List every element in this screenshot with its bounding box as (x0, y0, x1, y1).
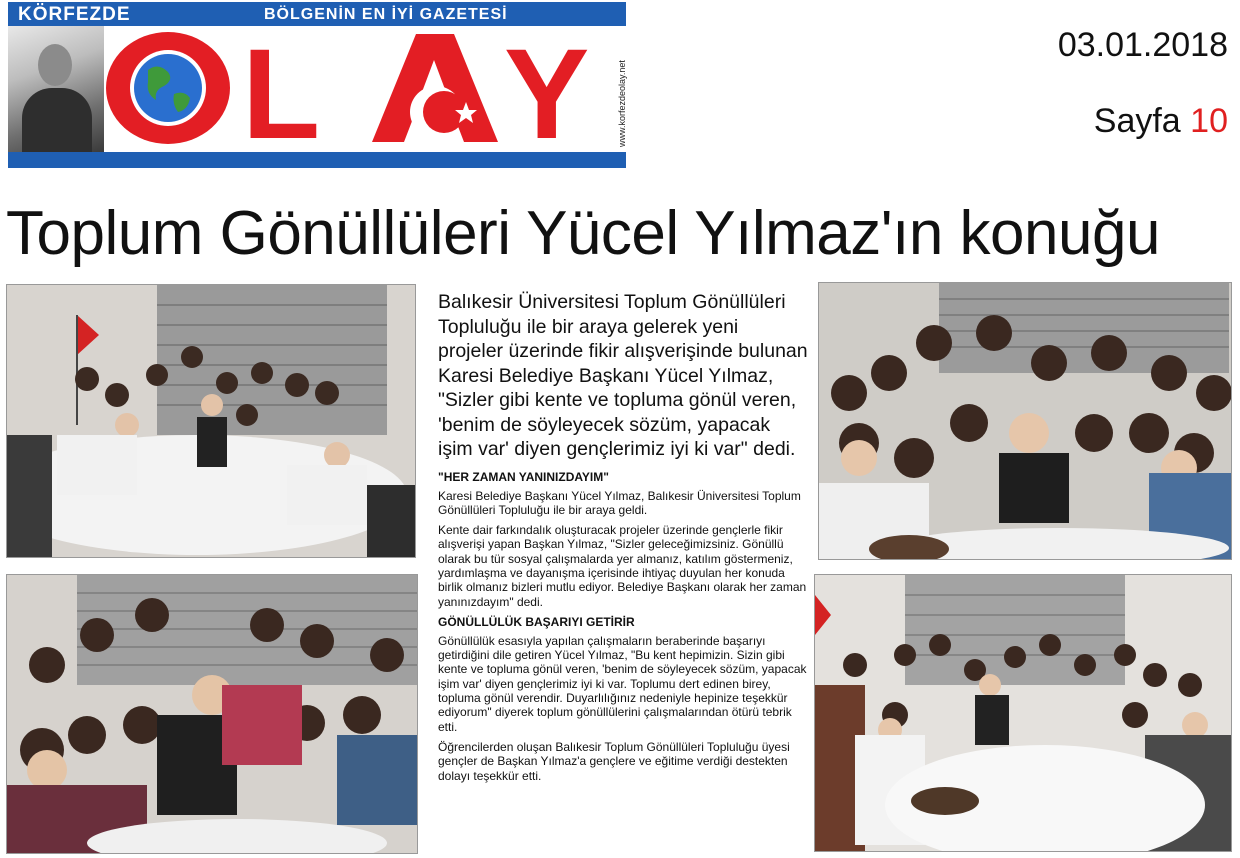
article-paragraph-2: Kente dair farkındalık oluşturacak projeler üzerinde gençlerle fikir alışverişi yapan Başkan Yılmaz, "Sizler geleceğimizsiniz. Gönüllü olarak bu tür sosyal çalışmalarda yer almanız, katılım göstermeniz, yardımlaşma ve dayanışma içerisinde ihtiyaç duyulan her konuda birlik olmanız bizleri mutlu ediyor. Belediye Başkanı olarak her zaman yanınızdayım" dedi. (438, 523, 807, 609)
page-number-value: 10 (1190, 102, 1228, 140)
masthead-website-vertical (614, 30, 628, 150)
group-photo-bottom-right (814, 574, 1232, 852)
article-subhead-2: GÖNÜLLÜLÜK BAŞARIYI GETİRİR (438, 614, 635, 629)
article-paragraph-3: Gönüllülük esasıyla yapılan çalışmaların beraberinde başarıyı getirdiğini dile getiren Yücel Yılmaz, "Bu kent hepimizin. Sizin gibi kente ve topluma gönül veren, 'benim de söyleyecek sözüm, yapacak işim var' diyen gençlerimiz iyi ki var. Toplumu dert edinen birey, topluma gönül verendir. Duyarlılığınız nedeniyle hepinize teşekkür ediyorum" diyerek toplum gönüllülerini çalışmalarından ötürü tebrik etti. (438, 633, 807, 734)
publication-date: 03.01.2018 (1057, 26, 1228, 64)
article-subhead-1: "HER ZAMAN YANINIZDAYIM" (438, 469, 609, 484)
masthead-bottom-bar (8, 152, 626, 168)
logo-letter-l: L (242, 26, 321, 152)
newspaper-masthead (8, 2, 626, 168)
article-paragraph-1: Karesi Belediye Başkanı Yücel Yılmaz, Balıkesir Üniversitesi Toplum Gönüllüleri Topluluğu ile bir araya geldi. (438, 488, 801, 517)
article-paragraph-4: Öğrencilerden oluşan Balıkesir Toplum Gönüllüleri Topluluğu üyesi gençler de Başkan Yılmaz'a gençlere ve eğitime verdiği destekten dolayı teşekkür etti. (438, 739, 790, 783)
masthead-korfezde-text: KÖRFEZDE (18, 4, 131, 25)
article-headline: Toplum Gönüllüleri Yücel Yılmaz'ın konuğu (6, 199, 1160, 268)
group-photo-bottom-left (6, 574, 418, 854)
page-number (1094, 102, 1228, 141)
article-body (438, 290, 808, 789)
group-photo-top-left (6, 284, 416, 558)
olay-logo (104, 26, 614, 152)
article-lede: Balıkesir Üniversitesi Toplum Gönüllüleri Topluluğu ile bir araya gelerek yeni projeler üzerinde fikir alışverişinde bulunan Karesi Belediye Başkanı Yücel Yılmaz, "Sizler gibi kente ve topluma gönül veren, 'benim de söyleyecek sözüm, yapacak işim var' diyen gençlerimiz iyi ki var" dedi. (438, 291, 808, 460)
masthead-website: www.korfezdeolay.net (617, 60, 627, 147)
logo-letter-y: Y (504, 26, 590, 152)
masthead-slogan: BÖLGENİN EN İYİ GAZETESİ (264, 6, 508, 23)
group-photo-top-right (818, 282, 1232, 560)
ataturk-portrait (8, 26, 104, 152)
page-label: Sayfa (1093, 102, 1181, 140)
